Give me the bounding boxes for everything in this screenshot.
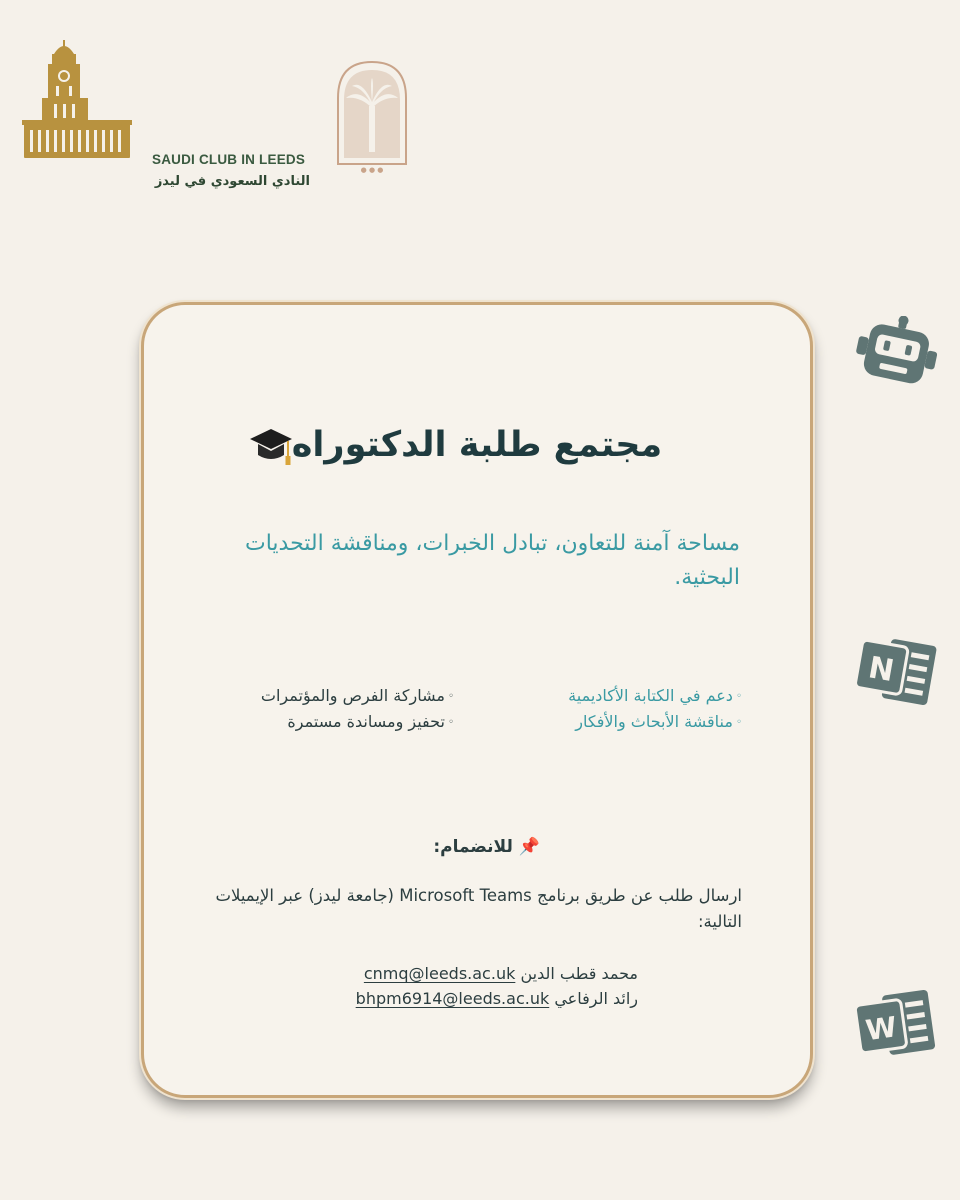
robot-icon — [852, 316, 942, 396]
svg-text:W: W — [863, 1010, 899, 1048]
contact-name: محمد قطب الدين — [520, 964, 638, 983]
contact-row — [278, 986, 638, 1011]
page-title: مجتمع طلبة الدكتوراه — [291, 425, 663, 465]
email-link[interactable]: bhpm6914@leeds.ac.uk — [355, 989, 550, 1008]
contact-list — [278, 961, 638, 1011]
club-name-en: SAUDI CLUB IN LEEDS — [152, 152, 306, 167]
intro-text: مساحة آمنة للتعاون، تبادل الخبرات، ومناقشة التحديات البحثية. — [244, 531, 740, 590]
info-card — [141, 302, 813, 1098]
list-item: ◦ مناقشة الأبحاث والأفكار — [482, 709, 742, 735]
svg-text:N: N — [865, 650, 897, 690]
list-item: ◦ تحفيز ومساندة مستمرة — [194, 709, 454, 735]
list-item: ◦ مشاركة الفرص والمؤتمرات — [194, 683, 454, 709]
contact-name: رائد الرفاعي — [554, 989, 638, 1008]
join-instructions: ارسال طلب عن طريق برنامج Microsoft Teams (جامعة ليدز) عبر الإيميلات التالية: — [215, 886, 742, 931]
contact-row — [278, 961, 638, 986]
club-name-ar: النادي السعودي في ليدز — [154, 174, 310, 189]
notes-icon — [852, 632, 942, 712]
email-link[interactable]: cnmq@leeds.ac.uk — [363, 964, 516, 983]
saudi-society-logo — [322, 54, 422, 180]
pushpin-icon: 📌 — [518, 837, 540, 857]
saudi-club-logo — [22, 38, 310, 189]
list-item: ◦ دعم في الكتابة الأكاديمية — [482, 683, 742, 709]
svg-text:● ● ●: ● ● ● — [360, 166, 384, 174]
features-list-left — [194, 683, 454, 735]
word-icon — [852, 986, 942, 1066]
graduation-cap-icon — [248, 425, 294, 469]
join-heading: 📌للانضمام: — [433, 837, 540, 857]
palm-tree-icon — [322, 54, 422, 180]
features-list-right — [482, 683, 742, 735]
town-hall-icon — [22, 38, 134, 162]
